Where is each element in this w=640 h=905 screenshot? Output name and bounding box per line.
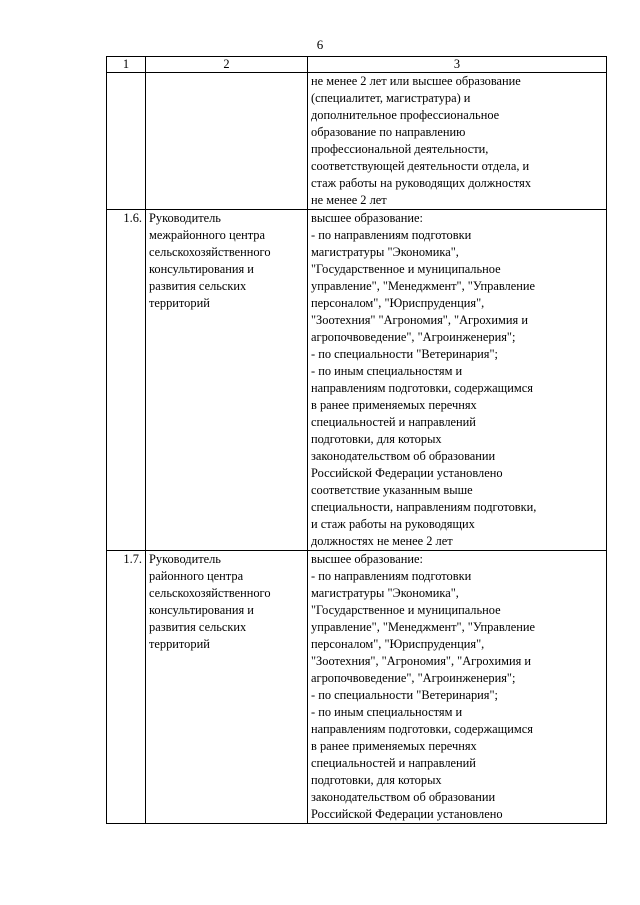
- requirements-line: (специалитет, магистратура) и: [311, 91, 471, 105]
- requirements-line: управление", "Менеджмент", "Управление: [311, 279, 535, 293]
- requirements-cell: [308, 73, 607, 210]
- requirements-line: образование по направлению: [311, 125, 466, 139]
- requirements-line: в ранее применяемых перечнях: [311, 398, 477, 412]
- requirements-line: высшее образование:: [311, 552, 423, 566]
- requirements-line: специальностей и направлений: [311, 756, 476, 770]
- header-col-2: 2: [146, 57, 308, 73]
- requirements-line: профессиональной деятельности,: [311, 142, 489, 156]
- requirements-cell: [308, 551, 607, 824]
- requirements-line: персоналом", "Юриспруденция",: [311, 637, 485, 651]
- row-number: 1.7.: [107, 551, 146, 824]
- requirements-line: "Государственное и муниципальное: [311, 262, 501, 276]
- position-line: территорий: [149, 637, 210, 651]
- requirements-line: стаж работы на руководящих должностях: [311, 176, 532, 190]
- position-line: районного центра: [149, 569, 244, 583]
- position-line: территорий: [149, 296, 210, 310]
- requirements-line: - по иным специальностям и: [311, 705, 463, 719]
- requirements-line: специальностей и направлений: [311, 415, 476, 429]
- requirements-line: магистратуры "Экономика",: [311, 586, 459, 600]
- position-line: сельскохозяйственного: [149, 586, 271, 600]
- requirements-line: агропочвоведение", "Агроинженерия";: [311, 671, 516, 685]
- requirements-line: направлениям подготовки, содержащимся: [311, 381, 533, 395]
- requirements-line: не менее 2 лет или высшее образование: [311, 74, 521, 88]
- page-number: 6: [316, 37, 324, 52]
- requirements-line: магистратуры "Экономика",: [311, 245, 459, 259]
- row-number: [107, 73, 146, 210]
- requirements-line: в ранее применяемых перечнях: [311, 739, 477, 753]
- requirements-line: должностях не менее 2 лет: [311, 534, 453, 548]
- requirements-line: высшее образование:: [311, 211, 423, 225]
- requirements-line: дополнительное профессиональное: [311, 108, 500, 122]
- requirements-line: "Зоотехния", "Агрономия", "Агрохимия и: [311, 654, 532, 668]
- table-row: [107, 73, 607, 210]
- requirements-line: направлениям подготовки, содержащимся: [311, 722, 533, 736]
- table-body: [107, 73, 607, 824]
- requirements-line: Российской Федерации установлено: [311, 807, 503, 821]
- position-line: развития сельских: [149, 620, 247, 634]
- requirements-line: специальности, направлениям подготовки,: [311, 500, 537, 514]
- requirements-cell: [308, 210, 607, 551]
- requirements-line: "Государственное и муниципальное: [311, 603, 501, 617]
- header-col-1: 1: [107, 57, 146, 73]
- requirements-line: "Зоотехния" "Агрономия", "Агрохимия и: [311, 313, 528, 327]
- position-line: развития сельских: [149, 279, 247, 293]
- table-row: [107, 210, 607, 551]
- position-cell: [146, 551, 308, 824]
- row-number: 1.6.: [107, 210, 146, 551]
- requirements-line: соответствующей деятельности отдела, и: [311, 159, 530, 173]
- requirements-line: подготовки, для которых: [311, 432, 442, 446]
- position-line: сельскохозяйственного: [149, 245, 271, 259]
- table-header-row: [107, 57, 607, 73]
- header-col-3: 3: [308, 57, 607, 73]
- requirements-line: персоналом", "Юриспруденция",: [311, 296, 485, 310]
- requirements-line: - по иным специальностям и: [311, 364, 463, 378]
- requirements-line: соответствие указанным выше: [311, 483, 473, 497]
- requirements-line: управление", "Менеджмент", "Управление: [311, 620, 535, 634]
- position-cell: [146, 73, 308, 210]
- requirements-line: не менее 2 лет: [311, 193, 387, 207]
- position-line: межрайонного центра: [149, 228, 265, 242]
- requirements-line: подготовки, для которых: [311, 773, 442, 787]
- position-cell: [146, 210, 308, 551]
- position-line: консультирования и: [149, 262, 254, 276]
- requirements-line: законодательством об образовании: [311, 790, 496, 804]
- position-line: Руководитель: [149, 552, 221, 566]
- position-line: Руководитель: [149, 211, 221, 225]
- table-row: [107, 551, 607, 824]
- requirements-line: - по направлениям подготовки: [311, 569, 472, 583]
- requirements-line: - по специальности "Ветеринария";: [311, 688, 498, 702]
- requirements-line: Российской Федерации установлено: [311, 466, 503, 480]
- requirements-line: агропочвоведение", "Агроинженерия";: [311, 330, 516, 344]
- requirements-line: законодательством об образовании: [311, 449, 496, 463]
- requirements-line: - по специальности "Ветеринария";: [311, 347, 498, 361]
- requirements-line: - по направлениям подготовки: [311, 228, 472, 242]
- qualification-table: [106, 56, 607, 824]
- position-line: консультирования и: [149, 603, 254, 617]
- requirements-line: и стаж работы на руководящих: [311, 517, 475, 531]
